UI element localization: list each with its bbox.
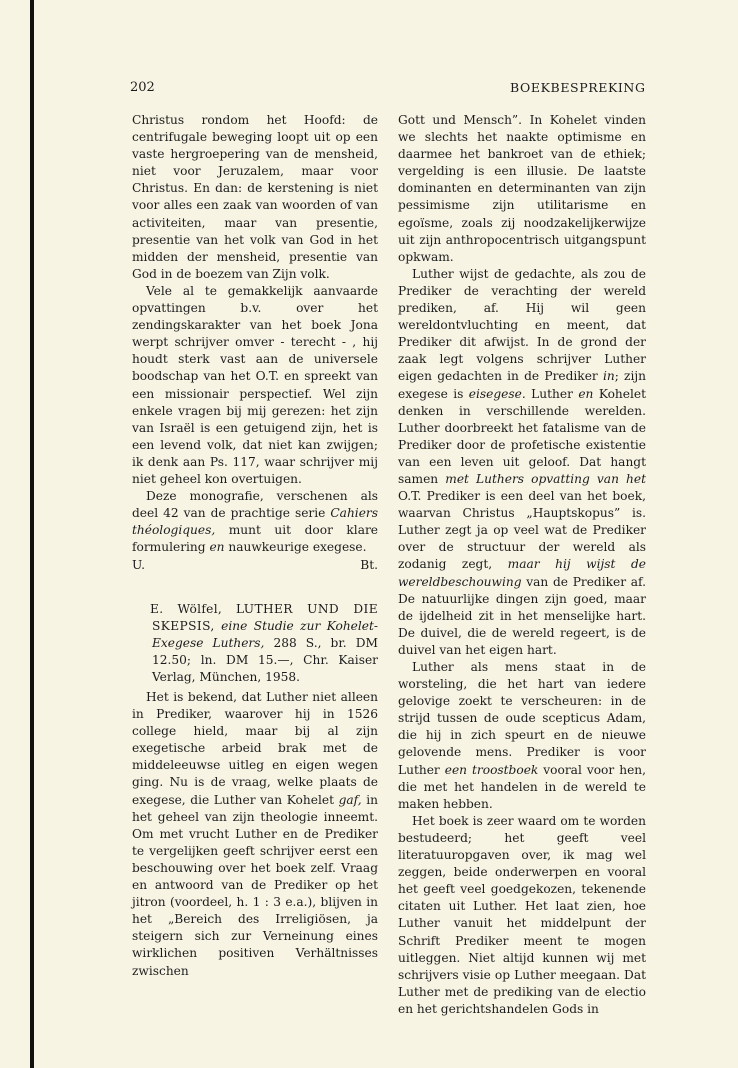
paragraph: Luther als mens staat in de worsteling, die het hart van iedere gelovige zoekt te verscheuren: in de strijd tussen de oude scepticus Adam, die hij in zich speurt en de nieuwe gelovende mens. Prediker is voor Luther een troostboek vooral voor hen, die met het handelen in de wereld te maken hebben. (398, 660, 647, 811)
paragraph: Vele al te gemakkelijk aanvaarde opvattingen b.v. over het zendingskarakter van het boek Jona werpt schrijver omver - terecht - , hij houdt sterk vast aan de universele boodschap van het O.T. en spreekt van een missionair perspectief. Wel zijn enkele vragen bij mij gerezen: het zijn van Israël is een getuigend zijn, het is een levend volk, dat niet kan zwijgen; ik denk aan Ps. 117, waar schrijver mij niet geheel kon overtuigen. (132, 283, 378, 486)
book-details: 288 S., br. DM 12.50; ln. DM 15.—, Chr. Kaiser Verlag, München, 1958. (152, 635, 378, 684)
paragraph: Christus rondom het Hoofd: de centrifugale beweging loopt uit op een vaste hergroepering van de mensheid, niet voor Jeruzalem, maar voor Christus. En dan: de kerstening is niet voor alles een zaak van woorden of van activiteiten, maar van presentie, presentie van het volk van God in het midden der mensheid, presentie van God in de boezem van Zijn volk. (132, 113, 378, 281)
reviewer-initial: U. (132, 558, 146, 573)
paragraph: Gott und Mensch”. In Kohelet vinden we slechts het naakte optimisme en daarmee het bankroet van de ethiek; vergelding is een illusie. De laatste dominanten en determinanten van zijn pessimisme zijn utilitarisme en egoïsme, zoals zij noodzakelijkerwijze uit zijn anthropocentrisch uitgangspunt opkwam. (398, 113, 646, 264)
book-subtitle: eine Studie zur Kohelet-Exegese Luthers, (152, 618, 379, 650)
running-head: BOEKBESPREKING (510, 80, 646, 95)
page-number: 202 (130, 80, 155, 95)
right-column (398, 112, 646, 1018)
signature-line (132, 557, 378, 574)
paragraph: Luther wijst de gedachte, als zou de Prediker de verachting der wereld prediken, af. Hij wil geen wereldontvluchting en meent, dat Prediker dit afwijst. In de grond der zaak legt volgens schrijver Luther eigen gedachten in de Prediker in; zijn exegese is eisegese. Luther en Kohelet denken in verschillende werelden. Luther doorbreekt het fatalisme van de Prediker door de profetische existentie van een leven uit geloof. Dat hangt samen met Luthers opvatting van het O.T. Prediker is een deel van het boek, waarvan Christus „Hauptskopus” is. Luther zegt ja op veel wat de Prediker over de structuur der wereld als zodanig zegt, maar hij wijst de wereldbeschouwing van de Prediker af. De natuurlijke dingen zijn goed, maar de ijdelheid zit in het menselijke hart. De duivel, die de wereld regeert, is de duivel van het eigen hart. (398, 266, 647, 657)
series-title: Cahiers théologiques, (132, 506, 378, 538)
paragraph: Het is bekend, dat Luther niet alleen in Prediker, waarover hij in 1526 college hield, maar bij al zijn exegetische arbeid brak met de middeleeuwse uitleg en eigen wegen ging. Nu is de vraag, welke plaats de exegese, die Luther van Kohelet gaf, in het geheel van zijn theologie inneemt. Om met vrucht Luther en de Prediker te vergelijken geeft schrijver eerst een beschouwing over het boek zelf. Vraag en antwoord van de Prediker op het jitron (voordeel, h. 1 : 3 e.a.), blijven in het „Bereich des Irreligiösen, ja steigern sich zur Verneinung eines wirklichen positiven Verhältnisses zwischen (132, 690, 378, 978)
reviewer-name: Bt. (360, 558, 378, 573)
left-column (132, 112, 378, 980)
paragraph: Het boek is zeer waard om te worden bestudeerd; het geeft veel literatuuropgaven over, ik mag wel zeggen, beide onderwerpen en vooral het geeft veel goedgekozen, tekenende citaten uit Luther. Het laat zien, hoe Luther vanuit het middelpunt der Schrift Prediker meent te mogen uitleggen. Niet altijd kunnen wij met schrijvers visie op Luther meegaan. Dat Luther met de prediking van de electio en het gerichtshandelen Gods in (398, 813, 646, 1016)
binding-edge (30, 0, 34, 1068)
book-author: E. Wölfel, (150, 601, 223, 616)
book-reference (152, 601, 378, 686)
book-title: LUTHER UND DIE SKEPSIS, (152, 601, 379, 633)
paragraph: Deze monografie, verschenen als deel 42 van de prachtige serie Cahiers théologiques, munt uit door klare formulering en nauwkeurige exegese. (132, 489, 378, 555)
